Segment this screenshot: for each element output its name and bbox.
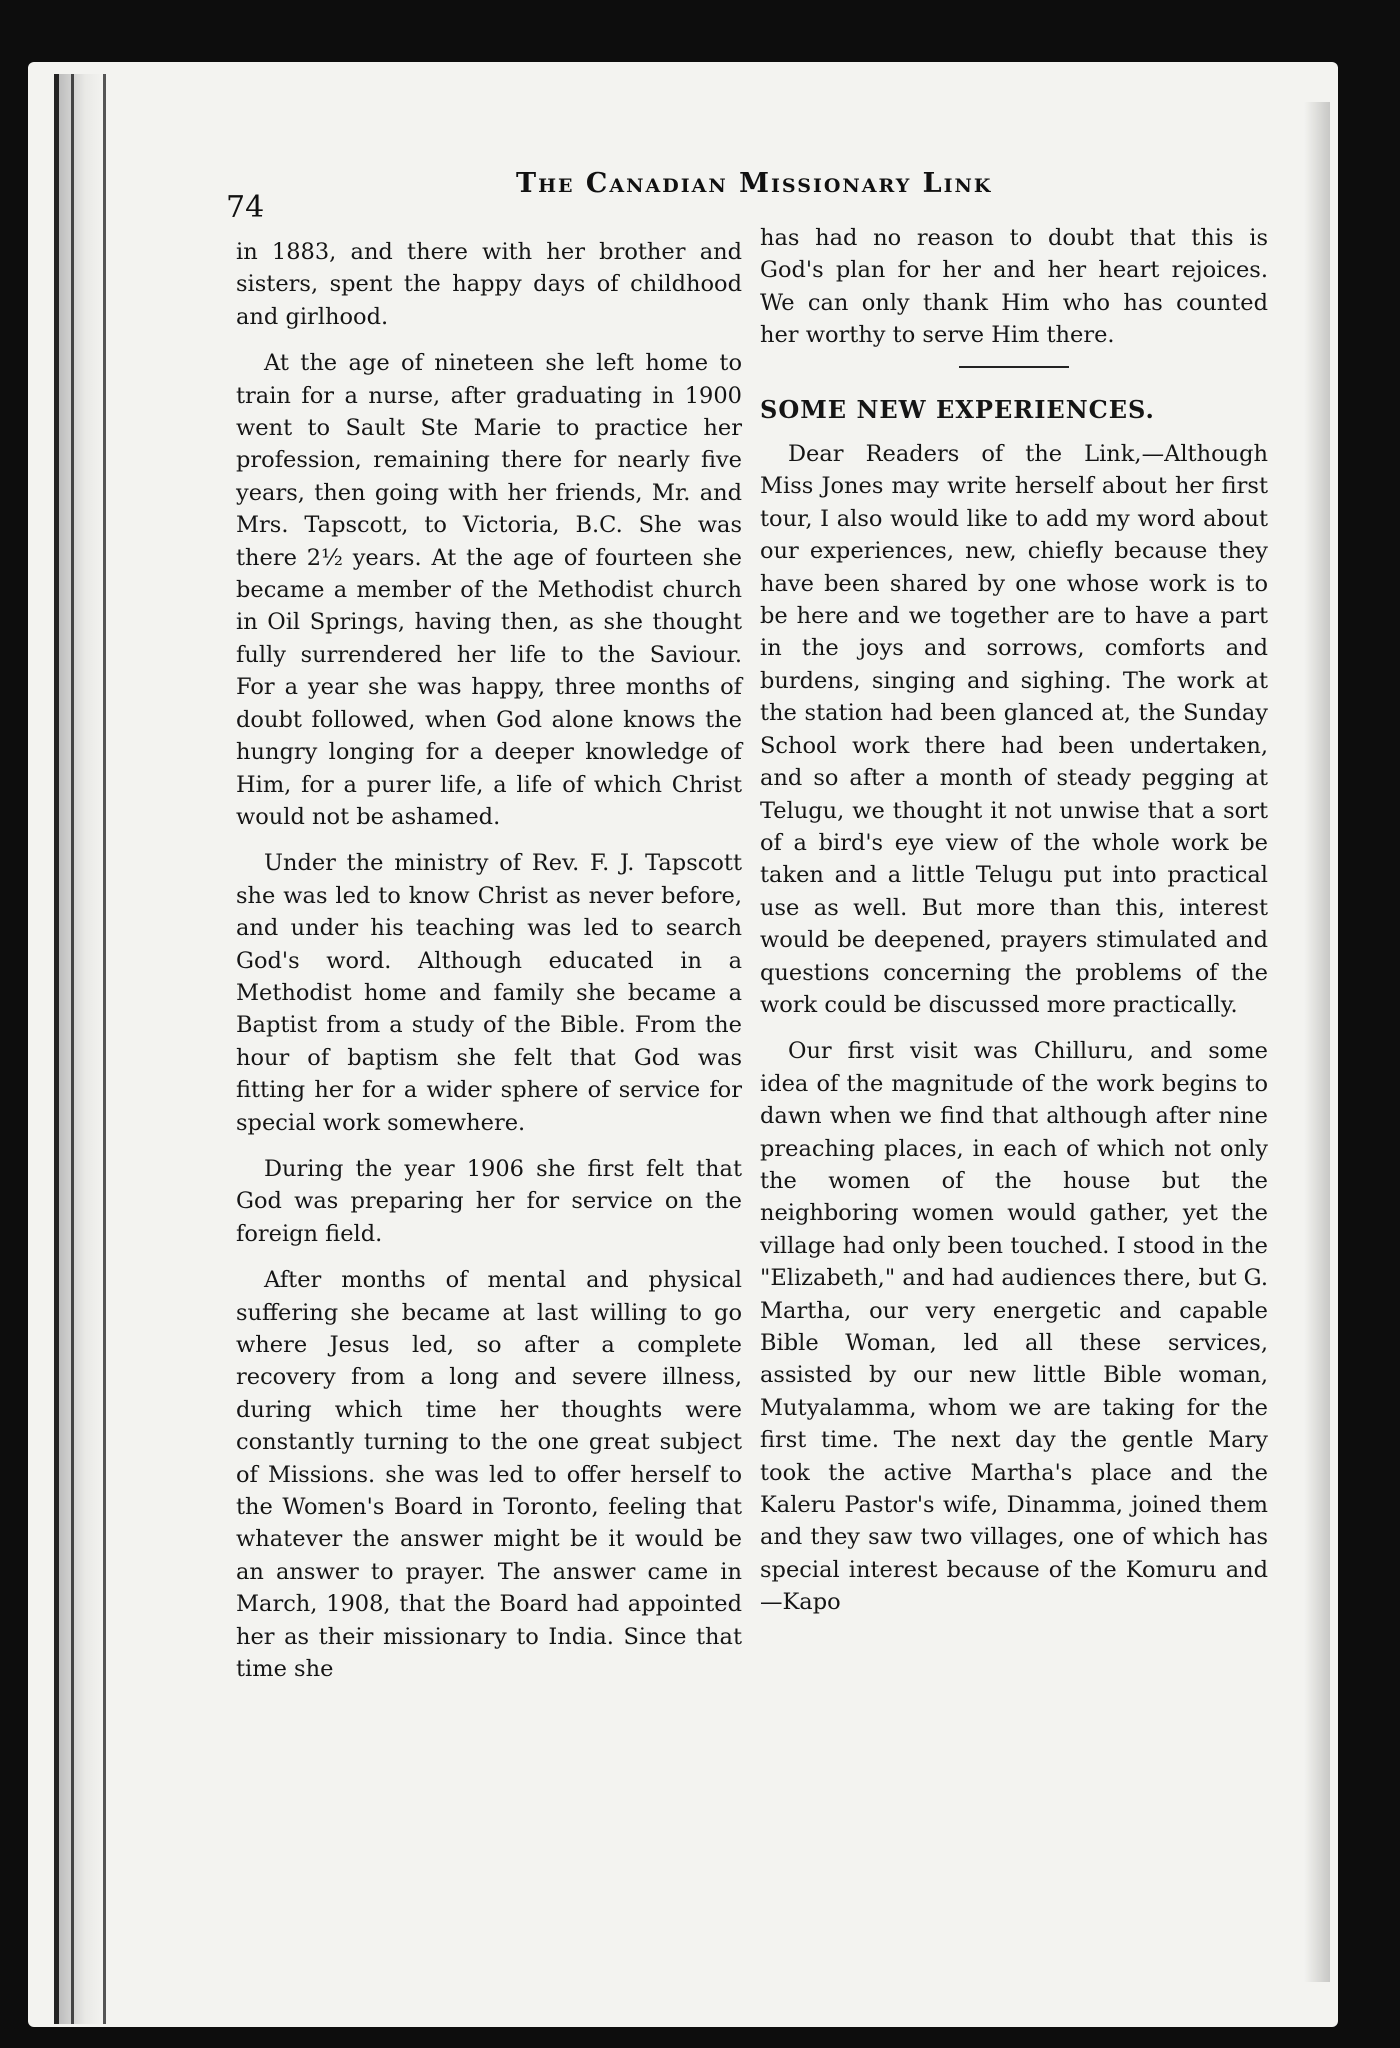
section-divider: [959, 366, 1069, 368]
paragraph: Dear Readers of the Link,—Although Miss Jones may write herself about her first tour, I also would like to add my word about our experiences, new, chiefly because they have been shared by one whose work is to be here and we together are to have a part in the joys and sorrows, comforts and burdens, singing and sighing. The work at the station had been glanced at, the Sunday School work there had been undertaken, and so after a month of steady pegging at Telugu, we thought it not unwise that a sort of a bird's eye view of the whole work be taken and a little Telugu put into practical use as well. But more than this, interest would be deepened, prayers stimulated and questions concerning the problems of the work could be discussed more practically.: [760, 441, 1268, 1018]
page-number: 74: [226, 190, 265, 225]
paragraph: At the age of nineteen she left home to train for a nurse, after graduating in 1900 went to Sault Ste Marie to practice her profession, remaining there for nearly five years, then going with her friends, Mr. and Mrs. Tapscott, to Victoria, B.C. She was there 2½ years. At the age of fourteen she became a member of the Methodist church in Oil Springs, having then, as she thought fully surrendered her life to the Saviour. For a year she was happy, three months of doubt followed, when God alone knows the hungry longing for a deeper knowledge of Him, for a purer life, a life of which Christ would not be ashamed.: [236, 350, 742, 830]
running-title: The Canadian Missionary Link: [516, 168, 993, 199]
page-header: [226, 168, 1286, 225]
paragraph: After months of mental and physical suffering she became at last willing to go where Jesus led, so after a complete recovery from a long and severe illness, during which time her thoughts were constantly turning to the one great subject of Missions. she was led to offer herself to the Women's Board in Toronto, feeling that whatever the answer might be it would be an answer to prayer. The answer came in March, 1908, that the Board had appointed her as their missionary to India. Since that time she: [236, 1267, 742, 1683]
continued-paragraph: has had no reason to doubt that this is God's plan for her and her heart rejoices. We can only thank Him who has counted her worthy to serve Him there.: [760, 225, 1268, 349]
paragraph: During the year 1906 she first felt that God was preparing her for service on the foreign field.: [236, 1155, 742, 1247]
book-binding: [54, 74, 106, 2024]
article-title: SOME NEW EXPERIENCES.: [760, 394, 1155, 424]
left-column: [236, 236, 742, 1699]
paragraph: in 1883, and there with her brother and sisters, spent the happy days of childhood and girlhood.: [236, 239, 742, 330]
paragraph: Under the ministry of Rev. F. J. Tapscott she was led to know Christ as never before, and under his teaching was led to search God's word. Although educated in a Methodist home and family she became a Baptist from a study of the Bible. From the hour of baptism she felt that God was fitting her for a wider sphere of service for special work somewhere.: [236, 850, 742, 1136]
right-column: [760, 222, 1268, 1633]
paragraph: Our first visit was Chilluru, and some idea of the magnitude of the work begins to dawn when we find that although after nine preaching places, in each of which not only the women of the house but the neighboring women would gather, yet the village had only been touched. I stood in the "Elizabeth," and had audiences there, but G. Martha, our very energetic and capable Bible Woman, led all these services, assisted by our new little Bible woman, Mutyalamma, whom we are taking for the first time. The next day the gentle Mary took the active Martha's place and the Kaleru Pastor's wife, Dinamma, joined them and they saw two villages, one of which has special interest because of the Komuru and—Kapo: [760, 1038, 1268, 1616]
